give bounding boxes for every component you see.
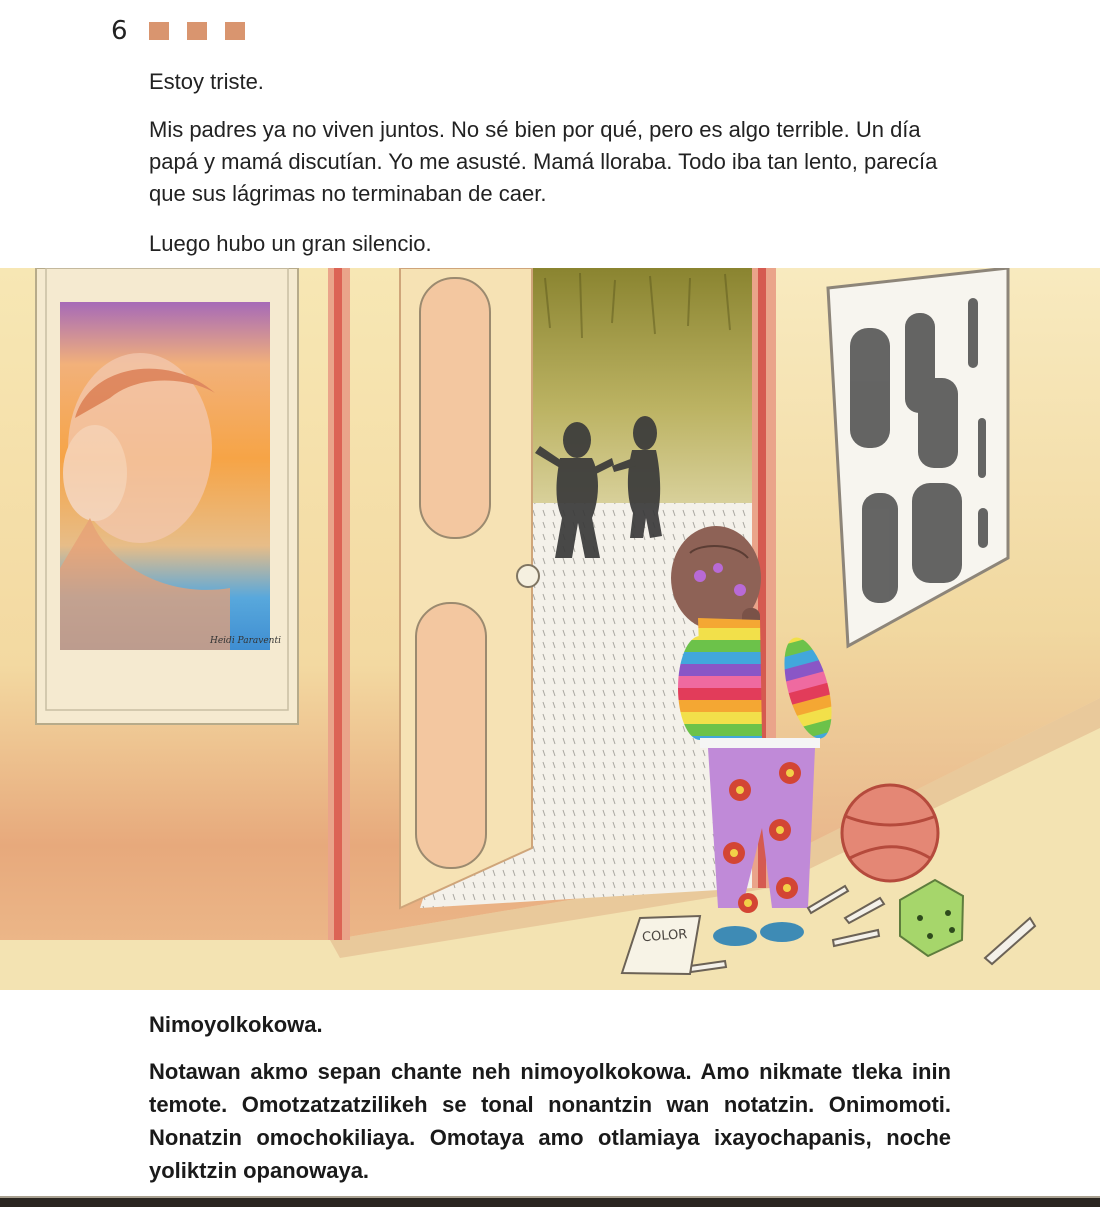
spanish-title-text: Estoy triste. [149,69,264,94]
nahuatl-paragraph: Notawan akmo sepan chante neh nimoyolkokowa. Amo nikmate tleka inin temote. Omotzatzatzilikeh se tonal nonantzin wan notatzin. Onimomoti. Nonatzin omochokiliaya. Omotaya amo otlamiaya ixayochapanis, noche yoliktzin opanowaya. [149,1059,951,1183]
painting-signature: Heidi Paraventi [210,636,281,646]
spanish-paragraph [149,114,959,210]
spanish-paragraph-text: Mis padres ya no viven juntos. No sé bien por qué, pero es algo terrible. Un día papá y mamá discutían. Yo me asusté. Mamá lloraba. Todo iba tan lento, parecía que sus lágrimas no terminaban de caer. [149,117,938,206]
nahuatl-title: Nimoyolkokowa. [149,1012,323,1037]
spanish-closing-text: Luego hubo un gran silencio. [149,231,432,256]
crayon-box-label: COLOR [641,927,688,946]
decorative-square [225,22,245,40]
story-illustration [0,268,1100,990]
spanish-closing [149,228,959,260]
page-edge [0,1198,1100,1207]
spanish-title [149,66,959,98]
page-number: 6 [111,16,128,46]
decorative-square [149,22,169,40]
decorative-square [187,22,207,40]
